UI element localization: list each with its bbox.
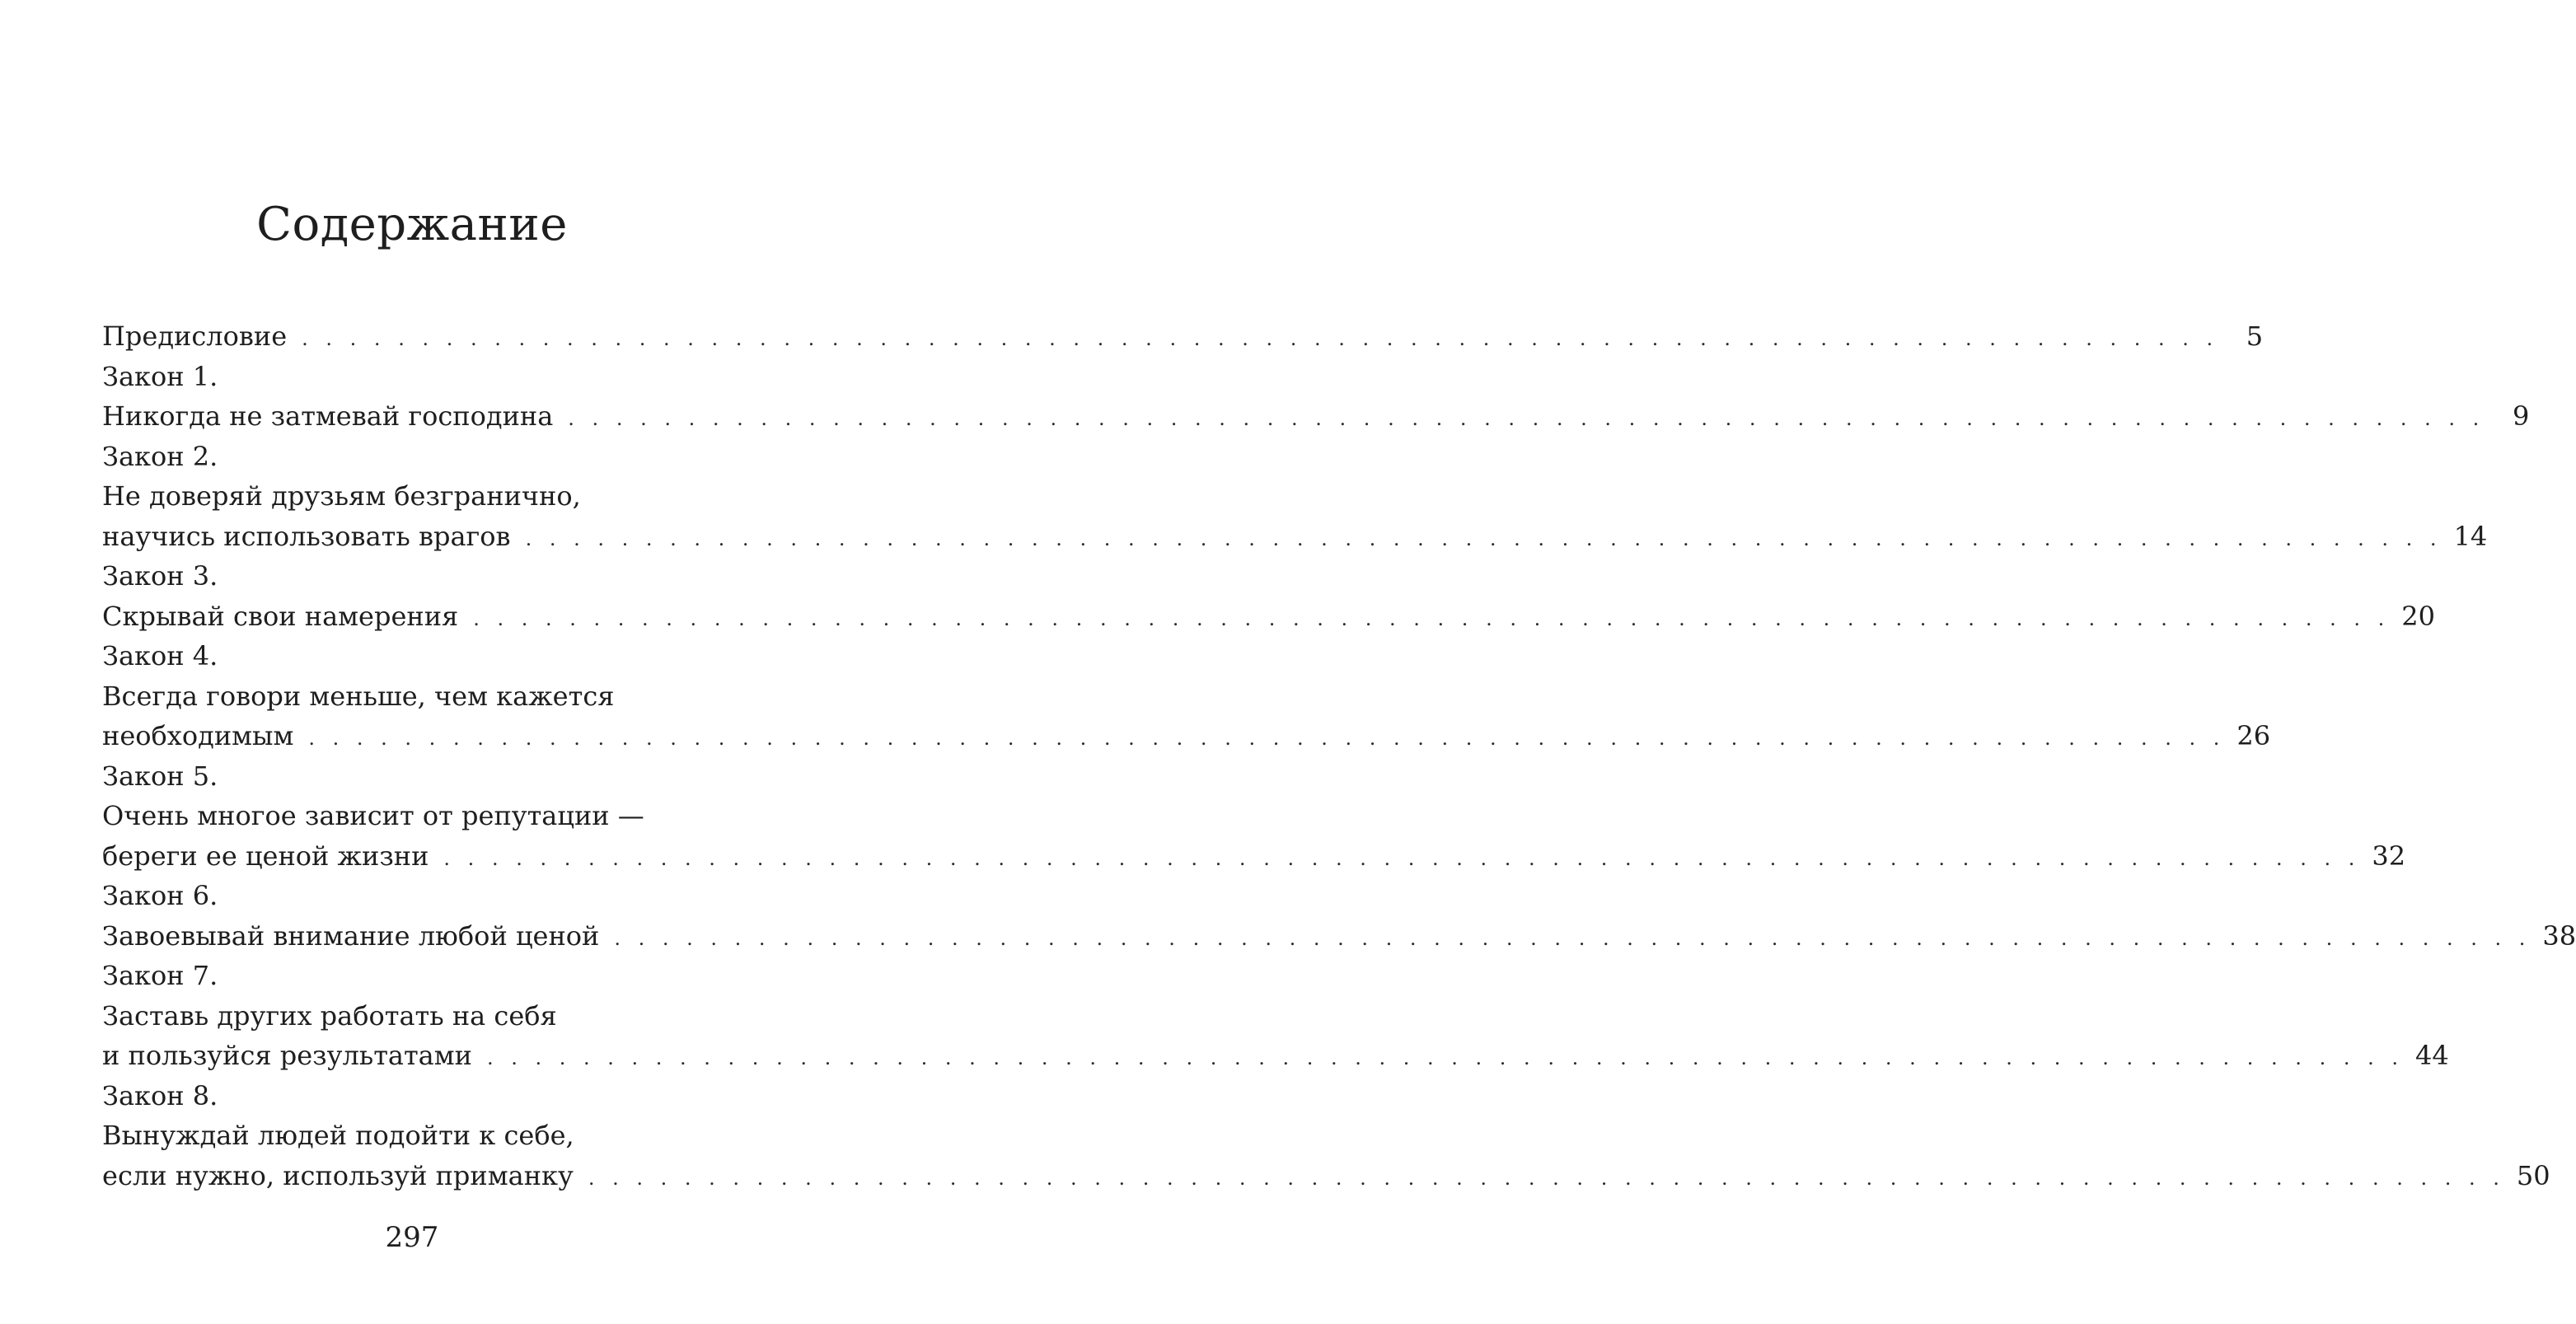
toc-title-text: Всегда говори меньше, чем кажется bbox=[102, 680, 615, 712]
toc-page-number: 38 bbox=[2542, 919, 2576, 952]
toc-title-text: Заставь других работать на себя bbox=[102, 999, 557, 1032]
page-title: Содержание bbox=[256, 198, 568, 251]
dot-leader: . . . . . . . . . . . . . . . . . . . . . . . . . . . . . . . . . . . . . . . . . . . . . . . . . . . . . . . . . . . . . . . . . . . . . . . . . . . . . . . . bbox=[443, 846, 2361, 870]
toc-entry-title-line bbox=[102, 517, 2488, 557]
toc-entry-label bbox=[102, 956, 733, 996]
toc-entry-label bbox=[102, 756, 733, 797]
toc-entry-label bbox=[102, 437, 733, 477]
toc-entry-title-line bbox=[102, 476, 733, 517]
toc-label-text: Закон 8. bbox=[102, 1079, 218, 1111]
toc-entry-title-line bbox=[102, 1156, 2550, 1196]
toc-page-number: 44 bbox=[2414, 1040, 2449, 1071]
toc-label-text: Закон 1. bbox=[102, 360, 218, 392]
toc-entry-title-line bbox=[102, 796, 733, 836]
toc-entry-title-line bbox=[102, 396, 2530, 437]
toc-page-number: 20 bbox=[2401, 600, 2435, 632]
toc-page-number: 14 bbox=[2453, 520, 2488, 552]
toc-entry-title-line bbox=[102, 597, 2435, 637]
table-of-contents bbox=[102, 316, 2576, 1195]
toc-entry[interactable] bbox=[102, 876, 2576, 956]
toc-label-text: Закон 3. bbox=[102, 560, 218, 592]
toc-entry-title-line bbox=[102, 996, 733, 1036]
toc-entry-title-line bbox=[102, 836, 2406, 877]
toc-title-text: Завоевывай внимание любой ценой bbox=[102, 919, 600, 952]
dot-leader: . . . . . . . . . . . . . . . . . . . . . . . . . . . . . . . . . . . . . . . . . . . . . . . . . . . . . . . . . . . . . . . . . . . . . . . . . . . . . . . . bbox=[614, 926, 2532, 950]
toc-entry-title-line bbox=[102, 916, 2576, 957]
toc-label-text: Закон 2. bbox=[102, 440, 218, 472]
toc-title-text: научись использовать врагов bbox=[102, 520, 511, 552]
toc-entry-label bbox=[102, 357, 733, 397]
toc-label-text: Закон 7. bbox=[102, 960, 218, 991]
toc-title-text: Вынуждай людей подойти к себе, bbox=[102, 1120, 574, 1151]
dot-leader: . . . . . . . . . . . . . . . . . . . . . . . . . . . . . . . . . . . . . . . . . . . . . . . . . . . . . . . . . . . . . . . . . . . . . . . . . . . . . . . . bbox=[308, 727, 2226, 750]
toc-entry[interactable] bbox=[102, 316, 2264, 357]
toc-title-text: Очень многое зависит от репутации — bbox=[102, 800, 644, 831]
toc-title-text: Скрывай свои намерения bbox=[102, 600, 459, 632]
toc-entry-label bbox=[102, 556, 733, 597]
toc-title-text: Предисловие bbox=[102, 320, 288, 352]
toc-entry[interactable] bbox=[102, 437, 2488, 557]
toc-title-text: Никогда не затмевай господина bbox=[102, 400, 554, 432]
toc-title-text: Не доверяй друзьям безгранично, bbox=[102, 480, 581, 512]
toc-entry[interactable] bbox=[102, 956, 2449, 1076]
toc-entry-title-line bbox=[102, 1116, 733, 1156]
page-number: 297 bbox=[385, 1221, 439, 1254]
toc-title-text: и пользуйся результатами bbox=[102, 1040, 472, 1071]
toc-entry[interactable] bbox=[102, 756, 2406, 877]
toc-page-number: 5 bbox=[2246, 320, 2264, 352]
toc-page-number: 26 bbox=[2236, 720, 2271, 751]
toc-title-text: если нужно, используй приманку bbox=[102, 1159, 574, 1191]
toc-entry-label bbox=[102, 876, 733, 916]
toc-page-number: 32 bbox=[2372, 840, 2406, 872]
toc-label-text: Закон 5. bbox=[102, 760, 218, 792]
toc-entry[interactable] bbox=[102, 1076, 2550, 1196]
toc-entry-title-line bbox=[102, 1036, 2449, 1076]
toc-entry[interactable] bbox=[102, 357, 2530, 437]
dot-leader: . . . . . . . . . . . . . . . . . . . . . . . . . . . . . . . . . . . . . . . . . . . . . . . . . . . . . . . . . . . . . . . . . . . . . . . . . . . . . . . . bbox=[302, 327, 2219, 350]
dot-leader: . . . . . . . . . . . . . . . . . . . . . . . . . . . . . . . . . . . . . . . . . . . . . . . . . . . . . . . . . . . . . . . . . . . . . . . . . . . . . . . . bbox=[588, 1166, 2505, 1190]
dot-leader: . . . . . . . . . . . . . . . . . . . . . . . . . . . . . . . . . . . . . . . . . . . . . . . . . . . . . . . . . . . . . . . . . . . . . . . . . . . . . . . . bbox=[486, 1046, 2404, 1069]
dot-leader: . . . . . . . . . . . . . . . . . . . . . . . . . . . . . . . . . . . . . . . . . . . . . . . . . . . . . . . . . . . . . . . . . . . . . . . . . . . . . . . . bbox=[473, 606, 2391, 630]
toc-title-text: береги ее ценой жизни bbox=[102, 840, 429, 872]
toc-entry-title-line bbox=[102, 316, 2264, 357]
toc-entry[interactable] bbox=[102, 556, 2435, 636]
toc-entry-title-line bbox=[102, 676, 733, 717]
toc-entry-label bbox=[102, 636, 733, 676]
toc-entry[interactable] bbox=[102, 636, 2271, 756]
toc-page-number: 50 bbox=[2516, 1159, 2550, 1191]
toc-title-text: необходимым bbox=[102, 720, 294, 751]
dot-leader: . . . . . . . . . . . . . . . . . . . . . . . . . . . . . . . . . . . . . . . . . . . . . . . . . . . . . . . . . . . . . . . . . . . . . . . . . . . . . . . . bbox=[568, 407, 2485, 430]
toc-entry-title-line bbox=[102, 716, 2271, 756]
toc-label-text: Закон 6. bbox=[102, 880, 218, 911]
dot-leader: . . . . . . . . . . . . . . . . . . . . . . . . . . . . . . . . . . . . . . . . . . . . . . . . . . . . . . . . . . . . . . . . . . . . . . . . . . . . . . . . bbox=[525, 526, 2443, 550]
toc-page-number: 9 bbox=[2512, 400, 2530, 432]
toc-label-text: Закон 4. bbox=[102, 640, 218, 671]
toc-entry-label bbox=[102, 1076, 733, 1116]
